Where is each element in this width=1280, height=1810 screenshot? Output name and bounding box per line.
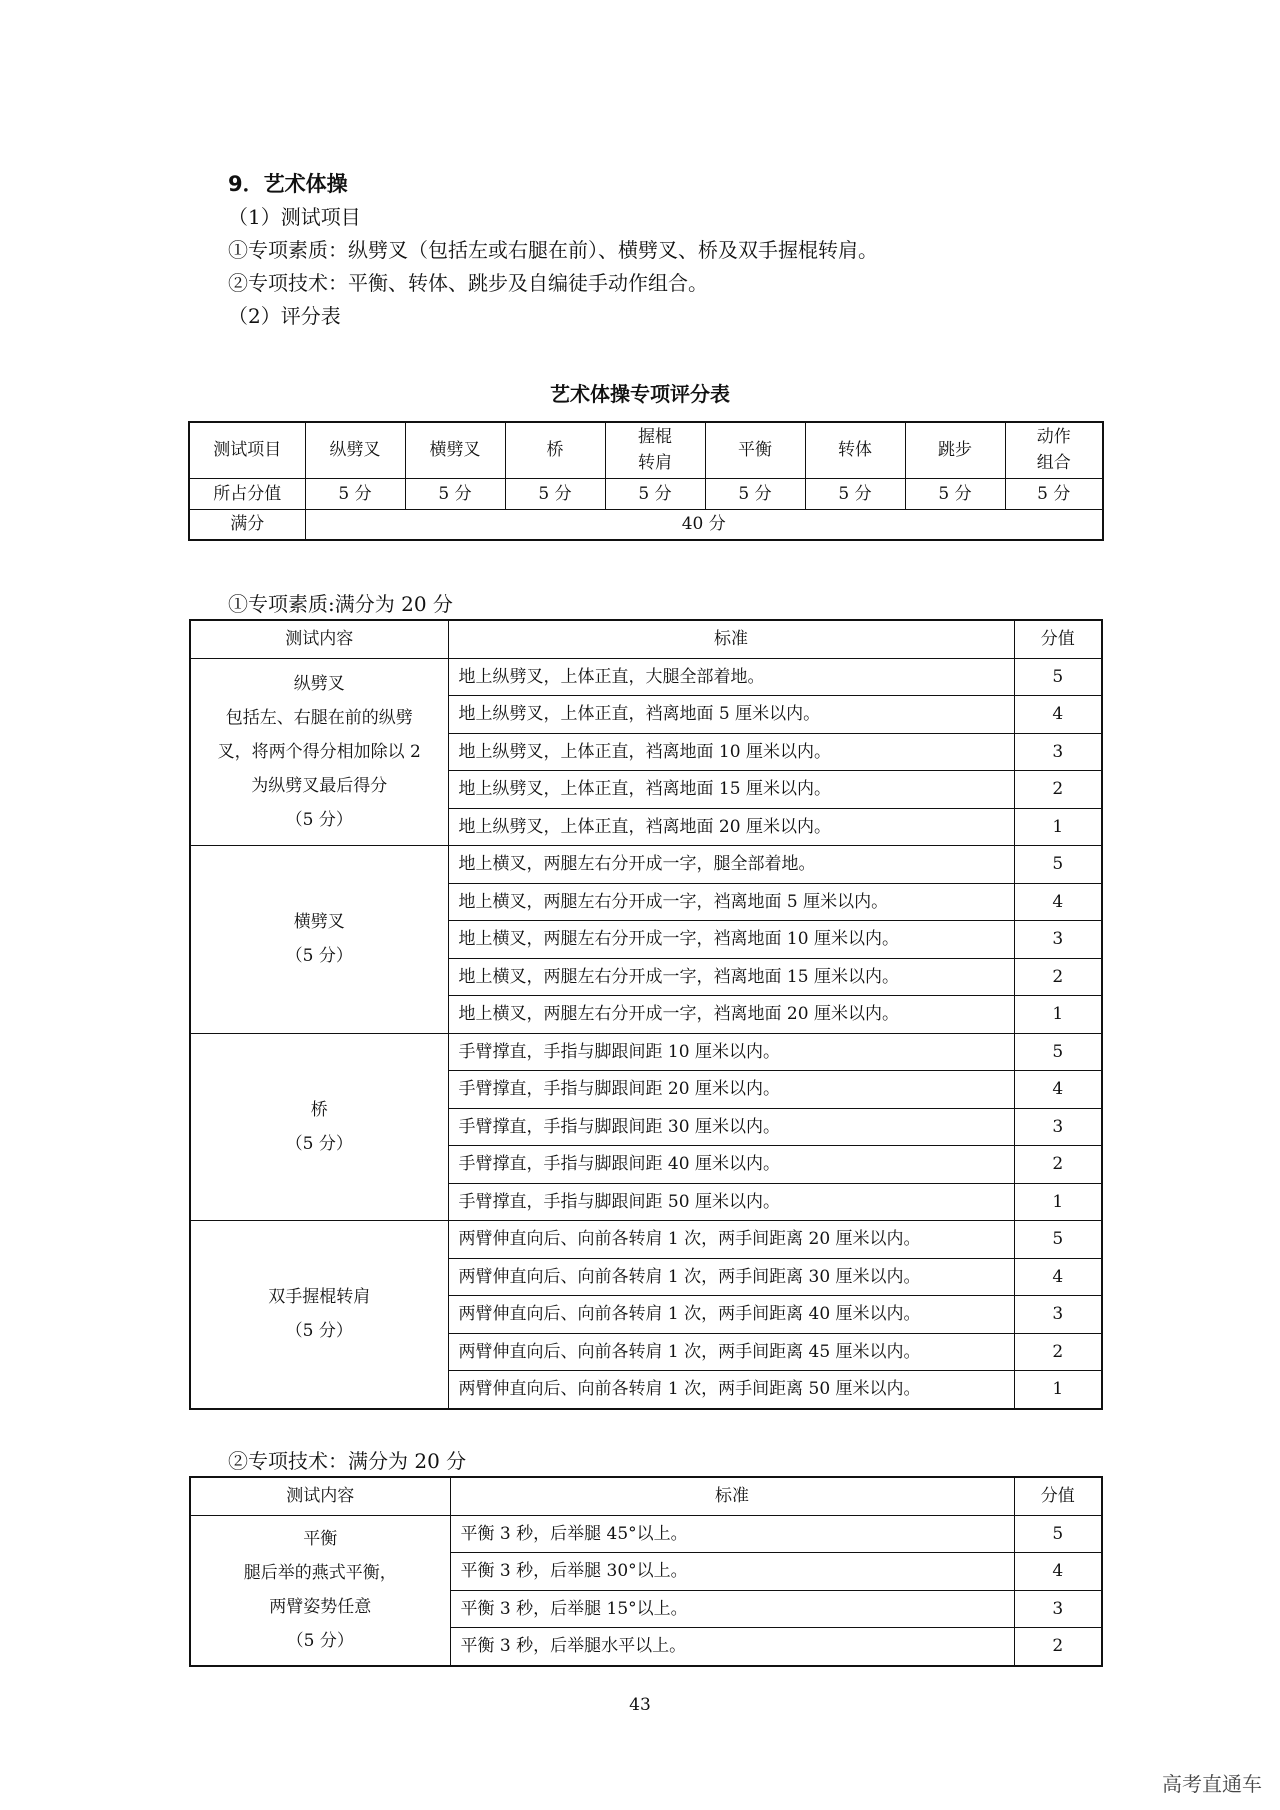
standard-cell: 手臂撑直，手指与脚跟间距 50 厘米以内。 [448, 1183, 1014, 1221]
summary-score: 5 分 [405, 478, 505, 509]
table-row [190, 1221, 1102, 1259]
standard-cell: 地上纵劈叉，上体正直，大腿全部着地。 [448, 658, 1014, 696]
watermark: 高考直通车 [1162, 1772, 1262, 1796]
standard-cell: 两臂伸直向后、向前各转肩 1 次，两手间距离 20 厘米以内。 [448, 1221, 1014, 1259]
summary-item-line: 动作 [1036, 427, 1071, 448]
technique-items-line: ②专项技术：平衡、转体、跳步及自编徒手动作组合。 [228, 271, 708, 295]
standard-cell: 两臂伸直向后、向前各转肩 1 次，两手间距离 30 厘米以内。 [448, 1258, 1014, 1296]
table-header-row [190, 1477, 1102, 1515]
standard-cell: 地上纵劈叉，上体正直，裆离地面 10 厘米以内。 [448, 733, 1014, 771]
standard-cell: 两臂伸直向后、向前各转肩 1 次，两手间距离 40 厘米以内。 [448, 1296, 1014, 1334]
test-item-line: 桥 [310, 1099, 328, 1120]
score-cell: 2 [1014, 1146, 1102, 1184]
scoring-table-label: （2）评分表 [228, 304, 341, 328]
score-cell: 5 [1014, 846, 1102, 884]
test-item-line: 纵劈叉 [293, 673, 345, 694]
standard-cell: 手臂撑直，手指与脚跟间距 30 厘米以内。 [448, 1108, 1014, 1146]
test-item-line: （5 分） [285, 1321, 353, 1342]
test-item-line: 横劈叉 [293, 912, 345, 933]
score-cell: 2 [1014, 771, 1102, 809]
score-cell: 1 [1014, 1183, 1102, 1221]
quality-table-title: ①专项素质:满分为 20 分 [228, 592, 453, 616]
test-item-line: 腿后举的燕式平衡， [243, 1563, 397, 1583]
score-header: 分值 [1014, 1477, 1102, 1515]
summary-row-total [189, 509, 1103, 540]
standard-cell: 两臂伸直向后、向前各转肩 1 次，两手间距离 50 厘米以内。 [448, 1371, 1014, 1409]
score-cell: 3 [1014, 1108, 1102, 1146]
test-item-line: 双手握棍转肩 [268, 1287, 371, 1308]
summary-score: 5 分 [805, 478, 905, 509]
standard-cell: 地上横叉，两腿左右分开成一字，裆离地面 20 厘米以内。 [448, 996, 1014, 1034]
score-cell: 4 [1014, 1071, 1102, 1109]
standard-header: 标准 [450, 1477, 1014, 1515]
table-row [190, 846, 1102, 884]
standard-cell: 地上纵劈叉，上体正直，裆离地面 15 厘米以内。 [448, 771, 1014, 809]
standard-cell: 平衡 3 秒，后举腿 45°以上。 [450, 1515, 1014, 1553]
summary-item-line: 纵劈叉 [329, 440, 381, 461]
summary-score: 5 分 [905, 478, 1005, 509]
score-cell: 4 [1014, 1553, 1102, 1591]
score-cell: 4 [1014, 1258, 1102, 1296]
summary-table [188, 421, 1104, 541]
test-item-line: （5 分） [285, 809, 353, 830]
standard-cell: 手臂撑直，手指与脚跟间距 20 厘米以内。 [448, 1071, 1014, 1109]
standard-cell: 地上纵劈叉，上体正直，裆离地面 5 厘米以内。 [448, 696, 1014, 734]
content-header: 测试内容 [190, 1477, 450, 1515]
summary-item-line: 横劈叉 [429, 440, 481, 461]
table-row [190, 658, 1102, 696]
score-cell: 1 [1014, 996, 1102, 1034]
score-cell: 3 [1014, 1590, 1102, 1628]
score-cell: 4 [1014, 883, 1102, 921]
standard-header: 标准 [448, 620, 1014, 658]
score-cell: 2 [1014, 958, 1102, 996]
test-item-cell [190, 846, 448, 1034]
table-header-row [190, 620, 1102, 658]
summary-item-line: 握棍 [638, 427, 672, 448]
summary-item-line: 转体 [838, 440, 872, 461]
summary-item [305, 422, 405, 478]
test-item-line: （5 分） [285, 946, 353, 967]
test-item-line: 叉，将两个得分相加除以 2 [217, 741, 421, 762]
standard-cell: 平衡 3 秒，后举腿 30°以上。 [450, 1553, 1014, 1591]
score-cell: 2 [1014, 1333, 1102, 1371]
summary-row-items [189, 422, 1103, 478]
test-item-line: （5 分） [285, 1133, 353, 1154]
test-item-line: 为纵劈叉最后得分 [251, 775, 388, 796]
table-row [190, 1033, 1102, 1071]
summary-row-label: 所占分值 [189, 478, 305, 509]
summary-score: 5 分 [305, 478, 405, 509]
standard-cell: 手臂撑直，手指与脚跟间距 40 厘米以内。 [448, 1146, 1014, 1184]
standard-cell: 平衡 3 秒，后举腿水平以上。 [450, 1628, 1014, 1666]
summary-item [1005, 422, 1103, 478]
test-items-label: （1）测试项目 [228, 205, 361, 229]
standard-cell: 地上横叉，两腿左右分开成一字，裆离地面 15 厘米以内。 [448, 958, 1014, 996]
table-row [190, 1515, 1102, 1553]
table-caption: 艺术体操专项评分表 [550, 382, 730, 406]
summary-item-line: 组合 [1036, 453, 1071, 474]
score-cell: 5 [1014, 658, 1102, 696]
score-cell: 4 [1014, 696, 1102, 734]
content-header: 测试内容 [190, 620, 448, 658]
technique-table-title: ②专项技术：满分为 20 分 [228, 1449, 467, 1473]
page-number: 43 [629, 1695, 651, 1715]
summary-item [605, 422, 705, 478]
summary-item [805, 422, 905, 478]
test-item-line: （5 分） [286, 1631, 354, 1651]
summary-item [405, 422, 505, 478]
standard-cell: 地上纵劈叉，上体正直，裆离地面 20 厘米以内。 [448, 808, 1014, 846]
summary-item-line: 桥 [546, 440, 564, 461]
summary-score: 5 分 [705, 478, 805, 509]
standard-cell: 地上横叉，两腿左右分开成一字，裆离地面 5 厘米以内。 [448, 883, 1014, 921]
test-item-cell [190, 1515, 450, 1666]
summary-score: 5 分 [1005, 478, 1103, 509]
score-cell: 5 [1014, 1221, 1102, 1259]
summary-score: 5 分 [605, 478, 705, 509]
summary-total: 40 分 [305, 509, 1103, 540]
test-item-line: 包括左、右腿在前的纵劈 [225, 707, 413, 728]
score-cell: 1 [1014, 1371, 1102, 1409]
summary-row-label: 满分 [189, 509, 305, 540]
technique-table [189, 1476, 1103, 1667]
quality-table [189, 619, 1103, 1410]
score-cell: 3 [1014, 733, 1102, 771]
score-cell: 1 [1014, 808, 1102, 846]
standard-cell: 地上横叉，两腿左右分开成一字，腿全部着地。 [448, 846, 1014, 884]
summary-item [905, 422, 1005, 478]
test-item-line: 平衡 [303, 1529, 338, 1549]
quality-items-line: ①专项素质：纵劈叉（包括左或右腿在前）、横劈叉、桥及双手握棍转肩。 [228, 238, 878, 262]
summary-item-line: 转肩 [638, 453, 672, 474]
summary-item [705, 422, 805, 478]
standard-cell: 两臂伸直向后、向前各转肩 1 次，两手间距离 45 厘米以内。 [448, 1333, 1014, 1371]
section-heading: 9．艺术体操 [228, 172, 348, 196]
score-cell: 5 [1014, 1033, 1102, 1071]
score-cell: 2 [1014, 1628, 1102, 1666]
test-item-cell [190, 1221, 448, 1409]
summary-score: 5 分 [505, 478, 605, 509]
test-item-cell [190, 658, 448, 846]
score-cell: 3 [1014, 1296, 1102, 1334]
summary-item [505, 422, 605, 478]
summary-row-scores [189, 478, 1103, 509]
score-cell: 5 [1014, 1515, 1102, 1553]
test-item-line: 两臂姿势任意 [269, 1597, 372, 1617]
standard-cell: 平衡 3 秒，后举腿 15°以上。 [450, 1590, 1014, 1628]
standard-cell: 地上横叉，两腿左右分开成一字，裆离地面 10 厘米以内。 [448, 921, 1014, 959]
score-header: 分值 [1014, 620, 1102, 658]
summary-item-line: 跳步 [938, 440, 972, 461]
test-item-cell [190, 1033, 448, 1221]
score-cell: 3 [1014, 921, 1102, 959]
summary-row-label: 测试项目 [189, 422, 305, 478]
standard-cell: 手臂撑直，手指与脚跟间距 10 厘米以内。 [448, 1033, 1014, 1071]
summary-item-line: 平衡 [738, 440, 772, 461]
